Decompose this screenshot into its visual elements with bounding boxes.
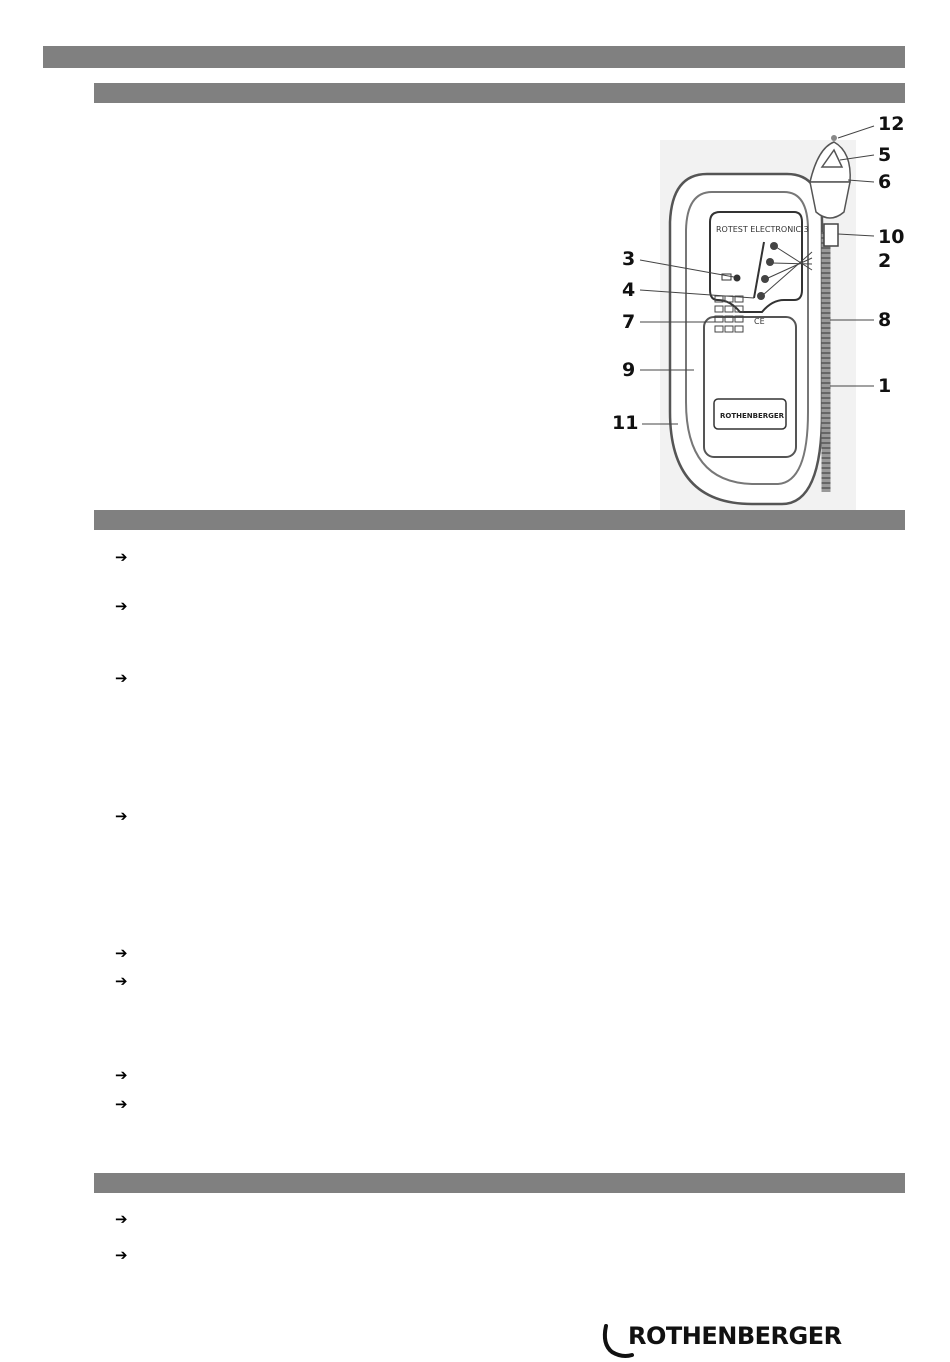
bullet-arrow-icon: ➔ <box>115 1246 128 1264</box>
bullet-arrow-icon: ➔ <box>115 669 128 687</box>
callout-4: 4 <box>622 279 636 301</box>
callout-7: 7 <box>622 311 636 333</box>
device-drawing <box>612 112 912 512</box>
device-logo-label: ROTHENBERGER <box>720 412 785 420</box>
bullet-arrow-icon: ➔ <box>115 1095 128 1113</box>
bullet-arrow-icon: ➔ <box>115 548 128 566</box>
brand-logo-text: ROTHENBERGER <box>628 1322 842 1350</box>
callout-9: 9 <box>622 359 636 381</box>
callout-12: 12 <box>878 113 905 135</box>
callout-6: 6 <box>878 171 892 193</box>
callout-8: 8 <box>878 309 892 331</box>
section-header-bar-3 <box>94 1173 905 1193</box>
bullet-arrow-icon: ➔ <box>115 972 128 990</box>
bullet-arrow-icon: ➔ <box>115 807 128 825</box>
bullet-arrow-icon: ➔ <box>115 597 128 615</box>
bullet-arrow-icon: ➔ <box>115 944 128 962</box>
device-model-label: ROTEST ELECTRONIC 3 <box>716 225 809 234</box>
callout-11: 11 <box>612 412 639 434</box>
callout-10: 10 <box>878 226 905 248</box>
section-header-bar-1 <box>94 83 905 103</box>
callout-5: 5 <box>878 144 892 166</box>
brand-logo <box>598 1322 853 1362</box>
callout-3: 3 <box>622 248 636 270</box>
callout-2: 2 <box>878 250 892 272</box>
device-illustration <box>612 112 912 512</box>
bullet-arrow-icon: ➔ <box>115 1210 128 1228</box>
ce-mark: CE <box>754 317 765 326</box>
top-header-bar <box>43 46 905 68</box>
bullet-arrow-icon: ➔ <box>115 1066 128 1084</box>
callout-1: 1 <box>878 375 892 397</box>
section-header-bar-2 <box>94 510 905 530</box>
